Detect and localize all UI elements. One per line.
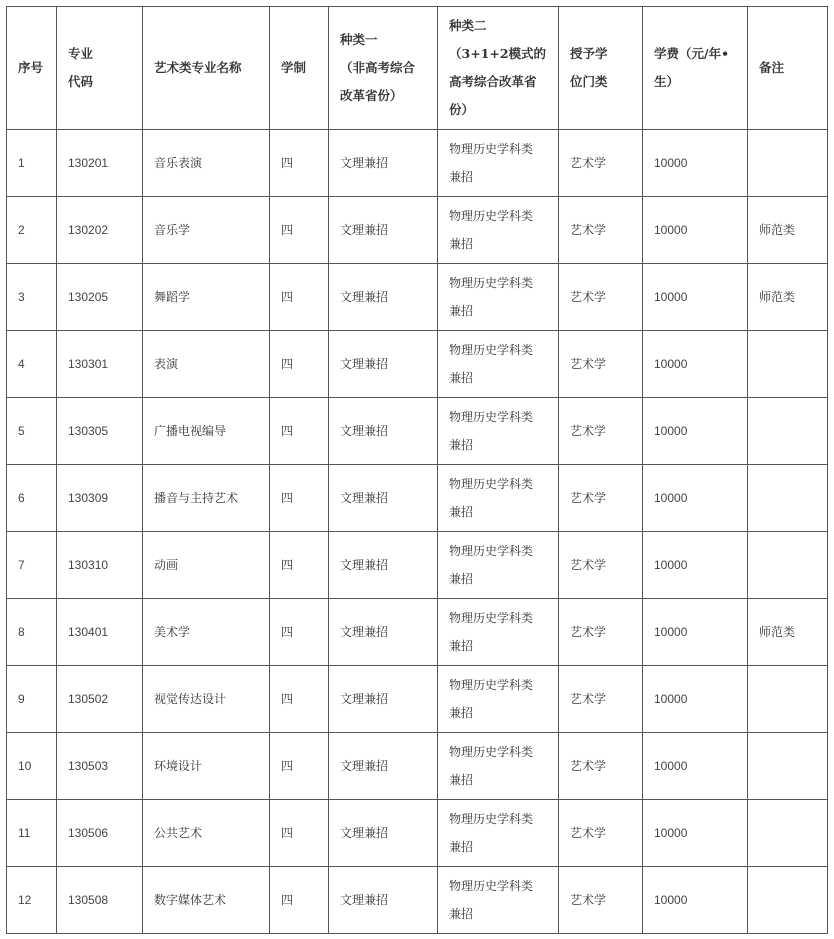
seq-cell: 1: [7, 130, 57, 197]
type1-cell: 文理兼招: [329, 532, 438, 599]
table-row: [7, 465, 828, 532]
seq-cell: 5: [7, 398, 57, 465]
type2-cell: 物理历史学科类 兼招: [438, 130, 559, 197]
major-name-cell: 公共艺术: [143, 800, 270, 867]
degree-cell: 艺术学: [559, 130, 643, 197]
type2-cell: 物理历史学科类 兼招: [438, 465, 559, 532]
col-seq-header: 序号: [7, 7, 57, 130]
code-cell: 130202: [57, 197, 143, 264]
major-name-cell: 广播电视编导: [143, 398, 270, 465]
code-cell: 130508: [57, 867, 143, 934]
degree-cell: 艺术学: [559, 331, 643, 398]
remark-cell: [748, 733, 828, 800]
duration-cell: 四: [270, 532, 329, 599]
col-major-name-header: 艺术类专业名称: [143, 7, 270, 130]
seq-cell: 6: [7, 465, 57, 532]
code-cell: 130506: [57, 800, 143, 867]
major-name-cell: 美术学: [143, 599, 270, 666]
duration-cell: 四: [270, 264, 329, 331]
remark-cell: 师范类: [748, 197, 828, 264]
type1-cell: 文理兼招: [329, 130, 438, 197]
remark-cell: [748, 331, 828, 398]
tuition-cell: 10000: [643, 733, 748, 800]
col-type2-header: 种类二 （3+1+2模式的 高考综合改革省 份）: [438, 7, 559, 130]
type1-cell: 文理兼招: [329, 398, 438, 465]
tuition-cell: 10000: [643, 532, 748, 599]
type1-cell: 文理兼招: [329, 264, 438, 331]
code-cell: 130301: [57, 331, 143, 398]
remark-cell: [748, 465, 828, 532]
tuition-cell: 10000: [643, 867, 748, 934]
col-degree-header: 授予学 位门类: [559, 7, 643, 130]
major-name-cell: 音乐学: [143, 197, 270, 264]
code-cell: 130503: [57, 733, 143, 800]
degree-cell: 艺术学: [559, 733, 643, 800]
duration-cell: 四: [270, 666, 329, 733]
tuition-cell: 10000: [643, 398, 748, 465]
majors-table: [6, 6, 828, 934]
duration-cell: 四: [270, 197, 329, 264]
code-cell: 130201: [57, 130, 143, 197]
degree-cell: 艺术学: [559, 599, 643, 666]
table-row: [7, 599, 828, 666]
type2-cell: 物理历史学科类 兼招: [438, 666, 559, 733]
seq-cell: 9: [7, 666, 57, 733]
seq-cell: 10: [7, 733, 57, 800]
table-row: [7, 733, 828, 800]
type2-cell: 物理历史学科类 兼招: [438, 331, 559, 398]
major-name-cell: 舞蹈学: [143, 264, 270, 331]
type1-cell: 文理兼招: [329, 331, 438, 398]
remark-cell: [748, 532, 828, 599]
tuition-cell: 10000: [643, 465, 748, 532]
type2-cell: 物理历史学科类 兼招: [438, 599, 559, 666]
degree-cell: 艺术学: [559, 465, 643, 532]
col-duration-header: 学制: [270, 7, 329, 130]
degree-cell: 艺术学: [559, 666, 643, 733]
tuition-cell: 10000: [643, 666, 748, 733]
duration-cell: 四: [270, 867, 329, 934]
remark-cell: [748, 800, 828, 867]
major-name-cell: 环境设计: [143, 733, 270, 800]
major-name-cell: 表演: [143, 331, 270, 398]
type1-cell: 文理兼招: [329, 867, 438, 934]
duration-cell: 四: [270, 130, 329, 197]
remark-cell: [748, 666, 828, 733]
col-code-header: 专业 代码: [57, 7, 143, 130]
degree-cell: 艺术学: [559, 800, 643, 867]
code-cell: 130310: [57, 532, 143, 599]
type2-cell: 物理历史学科类 兼招: [438, 733, 559, 800]
seq-cell: 12: [7, 867, 57, 934]
tuition-cell: 10000: [643, 197, 748, 264]
type2-cell: 物理历史学科类 兼招: [438, 398, 559, 465]
degree-cell: 艺术学: [559, 867, 643, 934]
table-row: [7, 532, 828, 599]
type1-cell: 文理兼招: [329, 599, 438, 666]
seq-cell: 8: [7, 599, 57, 666]
major-name-cell: 视觉传达设计: [143, 666, 270, 733]
table-row: [7, 867, 828, 934]
code-cell: 130205: [57, 264, 143, 331]
type1-cell: 文理兼招: [329, 197, 438, 264]
col-tuition-header: 学费（元/年• 生）: [643, 7, 748, 130]
code-cell: 130305: [57, 398, 143, 465]
code-cell: 130401: [57, 599, 143, 666]
table-row: [7, 800, 828, 867]
remark-cell: [748, 130, 828, 197]
degree-cell: 艺术学: [559, 197, 643, 264]
table-row: [7, 264, 828, 331]
duration-cell: 四: [270, 599, 329, 666]
duration-cell: 四: [270, 398, 329, 465]
type2-cell: 物理历史学科类 兼招: [438, 264, 559, 331]
code-cell: 130309: [57, 465, 143, 532]
type2-cell: 物理历史学科类 兼招: [438, 197, 559, 264]
major-name-cell: 数字媒体艺术: [143, 867, 270, 934]
degree-cell: 艺术学: [559, 398, 643, 465]
seq-cell: 11: [7, 800, 57, 867]
header-row: [7, 7, 828, 130]
type2-cell: 物理历史学科类 兼招: [438, 867, 559, 934]
type1-cell: 文理兼招: [329, 465, 438, 532]
col-remark-header: 备注: [748, 7, 828, 130]
type1-cell: 文理兼招: [329, 733, 438, 800]
degree-cell: 艺术学: [559, 532, 643, 599]
col-type1-header: 种类一 （非高考综合 改革省份）: [329, 7, 438, 130]
duration-cell: 四: [270, 465, 329, 532]
remark-cell: 师范类: [748, 264, 828, 331]
degree-cell: 艺术学: [559, 264, 643, 331]
table-row: [7, 666, 828, 733]
table-row: [7, 197, 828, 264]
remark-cell: [748, 398, 828, 465]
remark-cell: 师范类: [748, 599, 828, 666]
table-row: [7, 130, 828, 197]
major-name-cell: 播音与主持艺术: [143, 465, 270, 532]
duration-cell: 四: [270, 331, 329, 398]
seq-cell: 2: [7, 197, 57, 264]
table-body: [7, 130, 828, 934]
table-row: [7, 398, 828, 465]
type2-cell: 物理历史学科类 兼招: [438, 532, 559, 599]
type1-cell: 文理兼招: [329, 666, 438, 733]
duration-cell: 四: [270, 733, 329, 800]
seq-cell: 3: [7, 264, 57, 331]
code-cell: 130502: [57, 666, 143, 733]
type1-cell: 文理兼招: [329, 800, 438, 867]
table-row: [7, 331, 828, 398]
tuition-cell: 10000: [643, 331, 748, 398]
remark-cell: [748, 867, 828, 934]
major-name-cell: 音乐表演: [143, 130, 270, 197]
tuition-cell: 10000: [643, 599, 748, 666]
duration-cell: 四: [270, 800, 329, 867]
tuition-cell: 10000: [643, 800, 748, 867]
tuition-cell: 10000: [643, 130, 748, 197]
type2-cell: 物理历史学科类 兼招: [438, 800, 559, 867]
seq-cell: 4: [7, 331, 57, 398]
tuition-cell: 10000: [643, 264, 748, 331]
seq-cell: 7: [7, 532, 57, 599]
major-name-cell: 动画: [143, 532, 270, 599]
